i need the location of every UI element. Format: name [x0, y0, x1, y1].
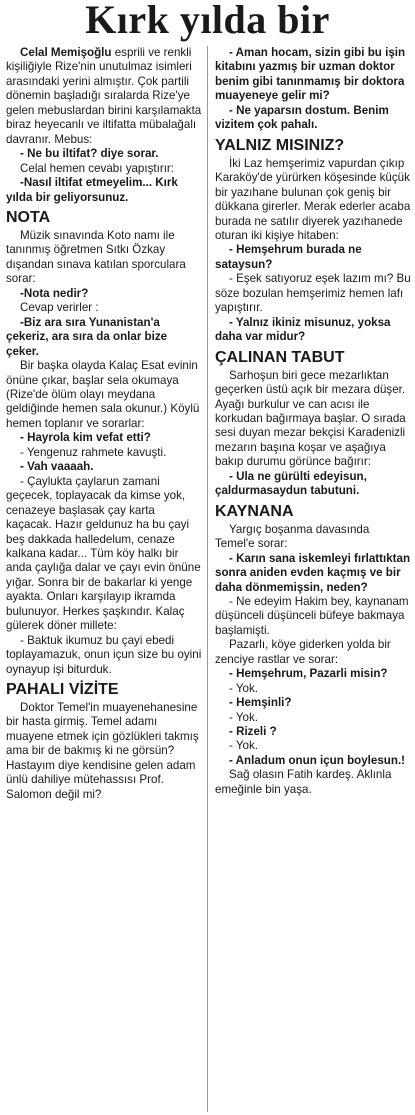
column-divider: [207, 46, 208, 1112]
bold-dialogue: - Hayrola kim vefat etti?: [20, 431, 151, 445]
bold-dialogue: -Nota nedir?: [20, 286, 89, 300]
article-title: Kırk yılda bir: [85, 0, 330, 42]
bold-dialogue: - Aman hocam, sizin gibi bu işin kitabını yazmış bir uzman doktor benim gibi tanınmamış bir doktora muayeneye gelir mi?: [215, 46, 406, 103]
body-paragraph: - Yok.: [229, 681, 259, 695]
left-column: [6, 46, 202, 802]
author-name: Celal Memişoğlu: [20, 46, 112, 59]
bold-dialogue: - Ne bu iltifat? diye sorar.: [20, 147, 159, 161]
body-paragraph: Pazarlı, köye giderken yolda bir zenciye rastlar ve sorar:: [215, 638, 391, 666]
section-heading: ÇALINAN TABUT: [215, 348, 345, 366]
body-paragraph: Cevap verirler :: [20, 301, 99, 315]
right-column: [215, 46, 411, 797]
bold-dialogue: - Hemşehrum, Pazarli misin?: [229, 667, 388, 681]
body-paragraph: - Eşek satıyoruz eşek lazım mı? Bu söze bozulan hemşerimiz hemen lafı yapıştırır.: [215, 272, 411, 315]
section-heading: PAHALI VİZİTE: [6, 681, 119, 699]
body-paragraph: - Yengenuz rahmete kavuşti.: [20, 445, 167, 459]
body-paragraph: Celal Memişoğlu esprili ve renkli kişiliğiyle Rize'nin unutulmaz isimleri arasındaki yerini almıştır. Çok partili dönemin başladığı sıralarda Rize'ye gelen mebuslardan birini karşılamakta biraz heyecanlı ve iltifatta mübalağalı davranır. Mebus:: [6, 46, 202, 146]
body-paragraph: - Ne edeyim Hakim bey, kaynanam düşünceli düşünceli büfeye bakmaya başlamişti.: [215, 594, 409, 637]
bold-dialogue: -Biz ara sıra Yunanistan'a çekeriz, ara sıra da onlar bize çeker.: [6, 315, 168, 358]
bold-dialogue: - Hemşehrum burada ne sataysun?: [215, 243, 362, 271]
body-paragraph: Sarhoşun biri gece mezarlıktan geçerken üstü açık bir mezara düşer. Ayağı burkulur ve can acısı ile korkudan bağırmaya başlar. O sırada sesi duyan mezar bekçisi Karadenizli mezarın başına koşar ve aşağıya bakıp durumu görünce bağırır:: [215, 368, 406, 469]
bold-dialogue: - Karın sana iskemleyi fırlattıktan sonra aniden evden kaçmış ve bir daha dönmemişsin, neden?: [215, 551, 411, 594]
bold-dialogue: - Ula ne gürülti edeyisun, çaldurmasaydun tabutuni.: [215, 469, 367, 498]
body-paragraph: - Baktuk ikumuz bu çayi ebedi toplayamazuk, onun içun size bu oyini oynayup işi biturduk.: [6, 633, 202, 676]
bold-dialogue: - Yalnız ikiniz misunuz, yoksa daha var midur?: [215, 315, 391, 344]
section-heading: NOTA: [6, 208, 51, 226]
bold-dialogue: - Vah vaaaah.: [20, 460, 94, 474]
body-paragraph: - Yok.: [229, 710, 259, 724]
body-paragraph: - Yok.: [229, 739, 259, 753]
body-paragraph: Müzik sınavında Koto namı ile tanınmış öğretmen Sıtkı Özkay dışandan sınava katılan sporculara sorar:: [6, 228, 186, 286]
bold-dialogue: - Anladum onun içun boylesun.!: [229, 753, 406, 767]
body-paragraph: - Çaylukta çaylarun zamani geçecek, toplayacak da kimse yok, cenazeye başlasak çay karta kaçacak. Hazır geldunuz ha bu çayi beş dakkada halledelum, cenaze kalkana kadar... Tüm köy halkı bir anda çaylığa dalar ve çayı evin önüne yığar. Sonra bir de bakarlar ki yenge ayakta. Onları karşılayıp ikramda bulunuyor. Herkes şaşkındır. Kalaç gülerek döner millete:: [6, 474, 201, 633]
body-paragraph: Celal hemen cevabı yapıştırır:: [20, 161, 175, 175]
section-heading: YALNIZ MISINIZ?: [215, 136, 345, 154]
body-paragraph: İki Laz hemşerimiz vapurdan çıkıp Karaköy'de yürürken köşesinde küçük bir yazıhane bulunan çok geniş bir dükkana girerler. Merak ederler acaba burada ne satılır diyerek yazıhanede oturan iki kişiye hitaben:: [215, 156, 411, 242]
body-paragraph: Doktor Temel'in muayenehanesine bir hasta girmiş. Temel adamı muayene etmek için gözlükleri takmış ama bir de bakmış ki ne görsün? Hastayım diye kendisine gelen adam ünlü dahiliye mütehassısı Prof. Salomon değil mi?: [6, 701, 199, 801]
bold-dialogue: -Nasıl iltifat etmeyelim... Kırk yılda bir geliyorsunuz.: [6, 176, 178, 204]
body-paragraph: Bir başka olayda Kalaç Esat evinin önüne çıkar, başlar sela okumaya (Rize'de ölüm olayı meydana geldiğinde hemen sala okunur.) Köylü hemen toplanır ve sorarlar:: [6, 359, 200, 430]
body-paragraph: Sağ olasın Fatih kardeş. Aklınla emeğinle bin yaşa.: [215, 768, 392, 796]
bold-dialogue: - Rizeli ?: [229, 725, 277, 739]
body-paragraph: Yargıç boşanma davasında Temel'e sorar:: [215, 522, 370, 551]
bold-dialogue: - Hemşinli?: [229, 696, 292, 710]
section-heading: KAYNANA: [215, 502, 294, 520]
bold-dialogue: - Ne yaparsın dostum. Benim vizitem çok pahalı.: [215, 103, 389, 132]
